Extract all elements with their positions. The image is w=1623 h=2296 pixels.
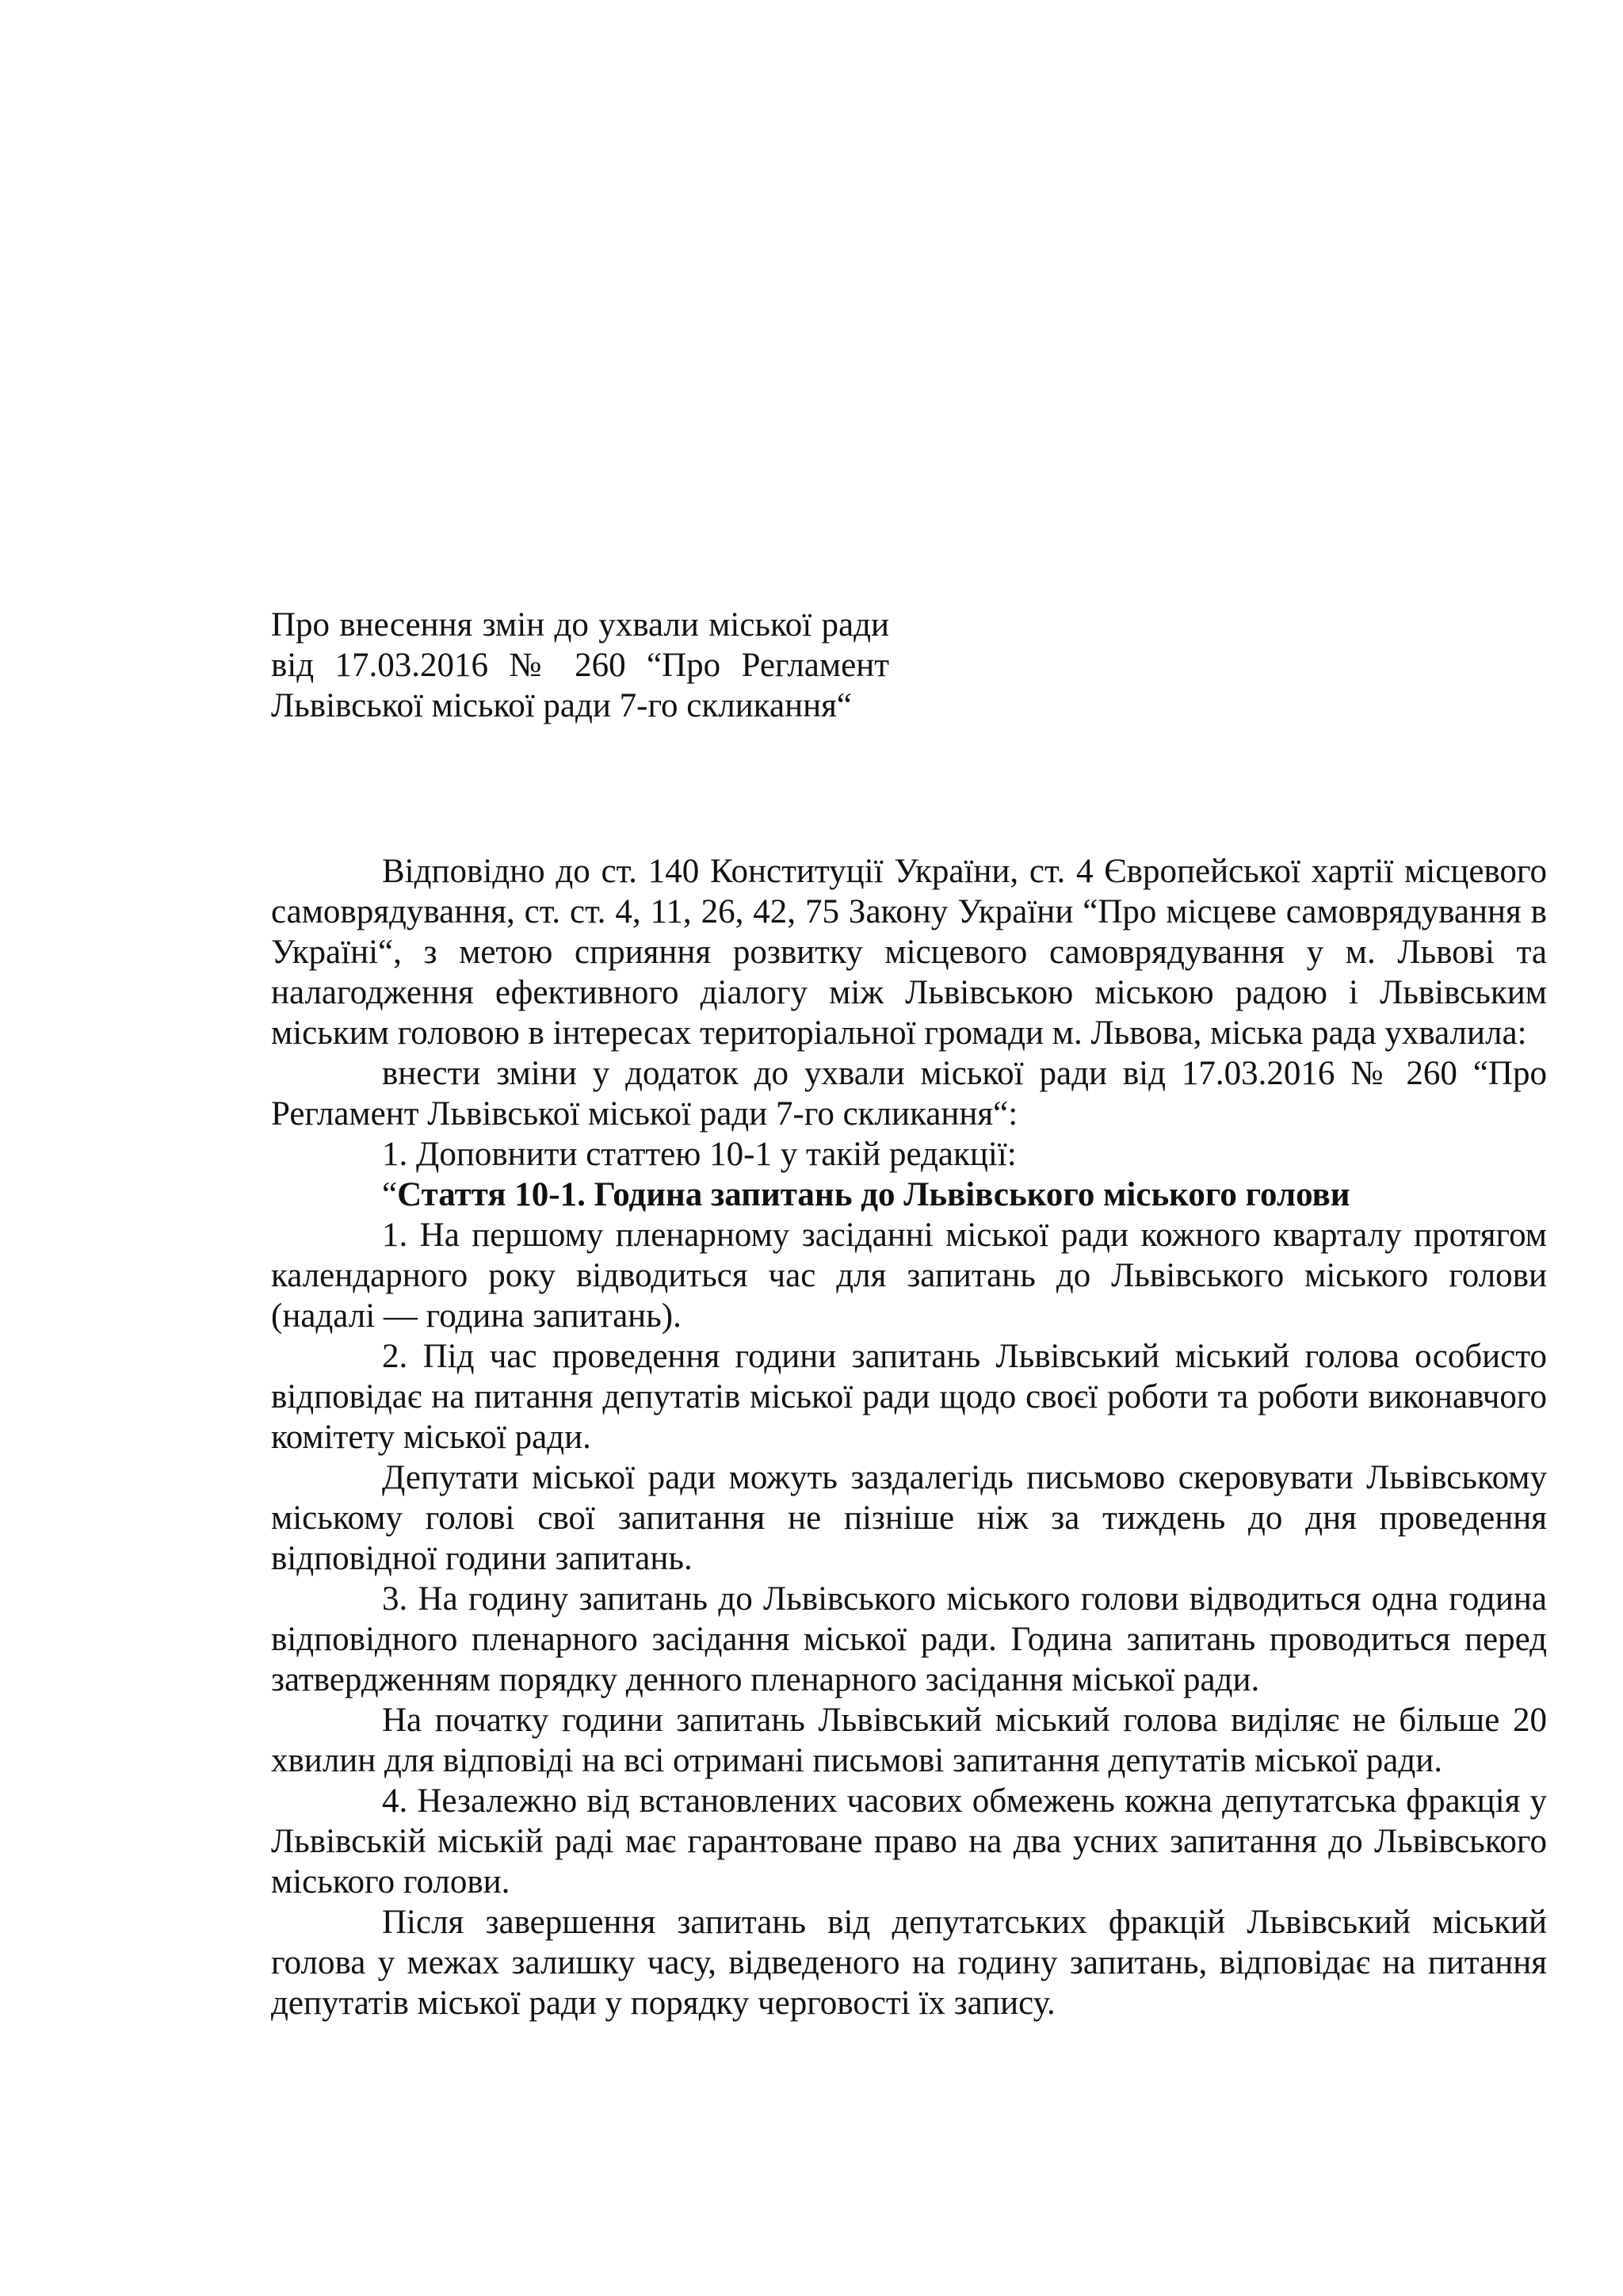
document-body [271, 851, 1547, 2023]
article-paragraph-5: На початку години запитань Львівський міський голова виділяє не більше 20 хвилин для відповіді на всі отримані письмові запитання депутатів міської ради. [271, 1702, 1547, 1779]
article-paragraph-1: 1. На першому пленарному засіданні міської ради кожного кварталу протягом календарного року відводиться час для запитань до Львівського міського голови (надалі — година запитань). [271, 1217, 1547, 1335]
article-paragraph-7: Після завершення запитань від депутатських фракцій Львівський міський голова у межах залишку часу, відведеного на годину запитань, відповідає на питання депутатів міської ради у порядку черговості їх запису. [271, 1904, 1547, 2022]
preamble-paragraph: Відповідно до ст. 140 Конституції України, ст. 4 Європейської хартії місцевого самоврядування, ст. ст. 4, 11, 26, 42, 75 Закону України “Про місцеве самоврядування в Україні“, з метою сприяння розвитку місцевого самоврядування у м. Львові та налагодження ефективного діалогу між Львівською міською радою і Львівським міським головою в інтересах територіальної громади м. Львова, міська рада ухвалила: [271, 853, 1547, 1052]
article-open-quote: “ [382, 1176, 398, 1213]
article-paragraph-3: Депутати міської ради можуть заздалегідь письмово скеровувати Львівському міському голові свої запитання не пізніше ніж за тиждень до дня проведення відповідної години запитань. [271, 1459, 1547, 1577]
decision-paragraph: внести зміни у додаток до ухвали міської ради від 17.03.2016 № 260 “Про Регламент Львівської міської ради 7-го скликання“: [271, 1055, 1547, 1133]
article-paragraph-4: 3. На годину запитань до Львівського міського голови відводиться одна година відповідного пленарного засідання міської ради. Година запитань проводиться перед затвердженням порядку денного пленарного засідання міської ради. [271, 1580, 1547, 1698]
list-item-1: 1. Доповнити статтею 10-1 у такій редакції: [382, 1136, 1017, 1173]
article-paragraph-6: 4. Незалежно від встановлених часових обмежень кожна депутатська фракція у Львівській міській раді має гарантоване право на два усних запитання до Львівського міського голови. [271, 1782, 1547, 1901]
article-heading [271, 1175, 1547, 1215]
article-paragraph-2: 2. Під час проведення години запитань Львівський міський голова особисто відповідає на питання депутатів міської ради щодо своєї роботи та роботи виконавчого комітету міської ради. [271, 1338, 1547, 1456]
document-title: Про внесення змін до ухвали міської ради від 17.03.2016 № 260 “Про Регламент Львівської міської ради 7-го скликання“ [271, 606, 889, 724]
article-heading-text: Стаття 10-1. Година запитань до Львівського міського голови [397, 1176, 1350, 1213]
document-title-block [271, 605, 889, 726]
